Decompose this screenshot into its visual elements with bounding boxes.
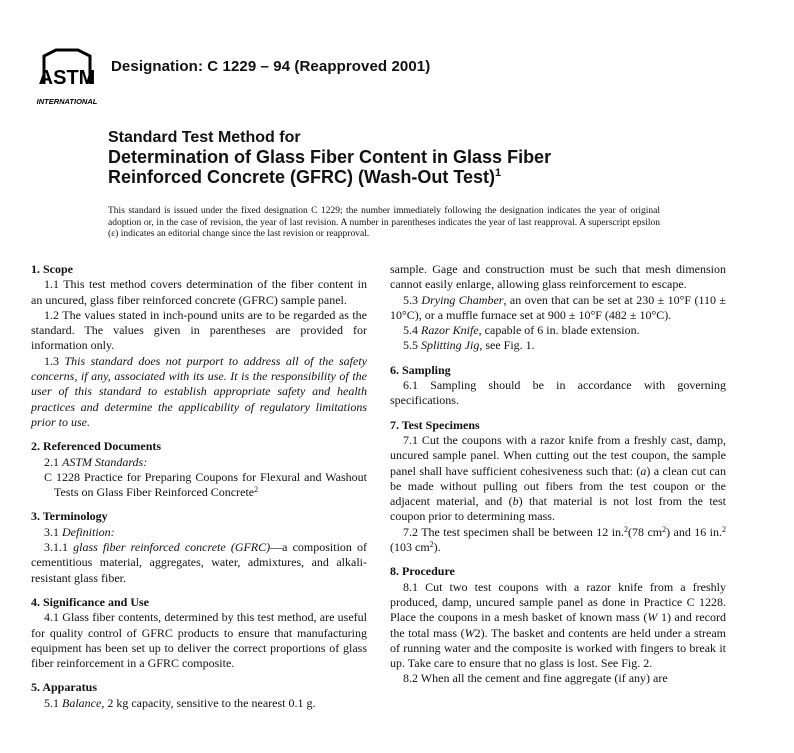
astm-logo [34, 46, 100, 108]
paragraph-6-1 [390, 378, 726, 409]
title-block [108, 128, 708, 187]
section-heading-significance: 4. Significance and Use [31, 594, 150, 609]
paragraph-2-1 [31, 455, 367, 470]
para-num: 3.1 [44, 524, 59, 539]
para-num: 5.4 [403, 323, 418, 338]
preamble: This standard is issued under the fixed designation C 1229; the number immediately following the designation indicates the year of original adoption or, in the case of revision, the year of last revision. A number in parentheses indicates the year of last reapproval. A superscript epsilon (ε) indicates an editorial change since the last revision or reapproval. [108, 206, 660, 239]
ref-footnote-mark: 2 [254, 485, 259, 495]
para-text: This test method covers determination of the fiber content in an uncured, glass fiber reinforced concrete (GFRC) sample panel. [31, 277, 367, 307]
para-text: This standard does not purport to address all of the safety concerns, if any, associated with its use. It is the responsibility of the user of this standard to establish appropriate safety and health practices and determine the applicability of regulatory limitations prior to use. [31, 353, 368, 429]
paragraph-5-4 [390, 323, 726, 338]
para-text: ) a clean cut can be made without pulling out fibers from the test coupon or the adjacent material, and ( [390, 463, 727, 509]
ref-text: C 1228 Practice for Preparing Coupons for Flexural and Washout Tests on Glass Fiber Reinforced Concrete [44, 469, 367, 500]
para-text: , see Fig. 1. [479, 338, 535, 353]
paragraph-1-1 [31, 277, 367, 308]
para-text: Definition: [62, 524, 115, 539]
para-num: 1.1 [44, 277, 59, 292]
term: Balance [62, 695, 102, 710]
title-prefix: Standard Test Method for [108, 129, 301, 146]
para-num: 6.1 [403, 378, 418, 393]
para-text: ) that material is not lost from the test coupon prior to determining mass. [390, 494, 726, 524]
paragraph-5-1 [31, 696, 367, 711]
para-num: 7.1 [403, 432, 418, 447]
para-num: 2.1 [44, 454, 59, 469]
section-heading-procedure: 8. Procedure [390, 564, 455, 579]
para-num: 1.2 [44, 307, 59, 322]
variable: W [464, 625, 475, 640]
title-line-1: Determination of Glass Fiber Content in Glass Fiber [108, 147, 552, 167]
section-heading-scope: 1. Scope [31, 262, 73, 276]
para-text: When all the cement and fine aggregate (if any) are [420, 671, 668, 686]
designation: Designation: C 1229 – 94 (Reapproved 2001) [111, 58, 431, 75]
reference-c1228 [31, 470, 367, 501]
paragraph-8-1 [390, 580, 726, 672]
para-text: 1) and record the total mass ( [390, 610, 727, 640]
term: Razor Knife [421, 323, 479, 338]
paragraph-5-3 [390, 293, 726, 324]
logo-subtext: INTERNATIONAL [36, 97, 98, 106]
term: Splitting Jig [421, 338, 480, 353]
paragraph-3-1 [31, 525, 367, 540]
para-text: ). [433, 540, 441, 555]
list-letter: a [640, 463, 647, 478]
para-text: , 2 kg capacity, sensitive to the nearest 0.1 g. [101, 695, 316, 710]
para-text: (103 cm [390, 540, 430, 555]
section-heading-terminology: 3. Terminology [31, 509, 108, 524]
variable: W [647, 610, 658, 625]
para-text: The test specimen shall be between 12 in. [421, 524, 625, 539]
para-text: ASTM Standards: [62, 454, 148, 469]
section-heading-referenced-documents: 2. Referenced Documents [31, 439, 162, 454]
left-column [31, 262, 367, 711]
paragraph-3-1-1 [31, 540, 367, 586]
paragraph-5-5 [390, 338, 726, 353]
right-column [390, 262, 726, 687]
title-line-2 [108, 167, 708, 187]
para-text: The values stated in inch-pound units are to be regarded as the standard. The values given in parentheses are provided for information only. [31, 307, 367, 353]
para-text: , an oven that can be set at 230 ± 10°F (110 ± 10°C), or a muffle furnace set at 900 ± 10°F (482 ± 10°C). [390, 292, 727, 322]
para-text: Cut two test coupons with a razor knife from a freshly produced, damp, uncured sample panel as done in Practice C 1228. Place the coupons in a mesh basket of known mass ( [390, 579, 727, 625]
paragraph-1-2 [31, 308, 367, 354]
superscript: 2 [624, 524, 629, 534]
para-text: , capable of 6 in. blade extension. [478, 323, 640, 338]
title-line-2-text: Reinforced Concrete (GFRC) (Wash-Out Test) [108, 167, 496, 187]
superscript: 2 [429, 540, 434, 550]
para-text: Cut the coupons with a razor knife from a freshly cast, damp, uncured sample panel. When cutting out the test coupon, the sample panel shall have sufficient cohesiveness such that: ( [390, 432, 727, 478]
paragraph-4-1 [31, 610, 367, 671]
paragraph-1-3 [31, 354, 367, 430]
para-num: 7.2 [403, 524, 418, 539]
term: glass fiber reinforced concrete (GFRC) [73, 540, 271, 555]
logo-text: ASTM [38, 67, 96, 89]
para-num: 1.3 [44, 353, 59, 368]
para-text: Glass fiber contents, determined by this test method, are useful for quality control of GFRC products to ensure that manufacturing equipment has been set up to deliver the correct proportions of glass fiber reinforcement in a GFRC composite. [31, 610, 367, 671]
paragraph-7-2 [390, 525, 726, 556]
para-num: 4.1 [44, 610, 59, 625]
para-num: 5.5 [403, 338, 418, 353]
para-num: 8.2 [403, 671, 418, 686]
para-text: Sampling should be in accordance with governing specifications. [390, 378, 727, 408]
para-num: 3.1.1 [44, 540, 68, 555]
superscript: 2 [662, 524, 667, 534]
para-text: (78 cm [628, 524, 663, 539]
section-heading-test-specimens: 7. Test Specimens [390, 417, 480, 432]
paragraph-7-1 [390, 433, 726, 525]
paragraph-5-2-continued: sample. Gage and construction must be such that mesh dimension cannot easily enlarge, allowing glass reinforcement to escape. [390, 262, 726, 292]
para-text: —a composition of cementitious material, aggregates, water, admixtures, and alkali-resistant glass fiber. [31, 540, 368, 585]
para-num: 5.3 [403, 292, 418, 307]
superscript: 2 [722, 524, 727, 534]
term: Drying Chamber [421, 292, 504, 307]
para-text: ) and 16 in. [666, 524, 723, 539]
list-letter: b [512, 494, 519, 509]
paragraph-8-2 [390, 671, 726, 686]
section-heading-sampling: 6. Sampling [390, 362, 451, 377]
para-num: 8.1 [403, 579, 418, 594]
para-num: 5.1 [44, 695, 59, 710]
title-footnote-mark: 1 [495, 167, 502, 179]
section-heading-apparatus: 5. Apparatus [31, 680, 98, 695]
para-text: 2). The basket and contents are held under a stream of running water and the composite is worked with fingers to break it up. Take care to ensure that no glass is lost. See Fig. 2. [390, 625, 726, 671]
